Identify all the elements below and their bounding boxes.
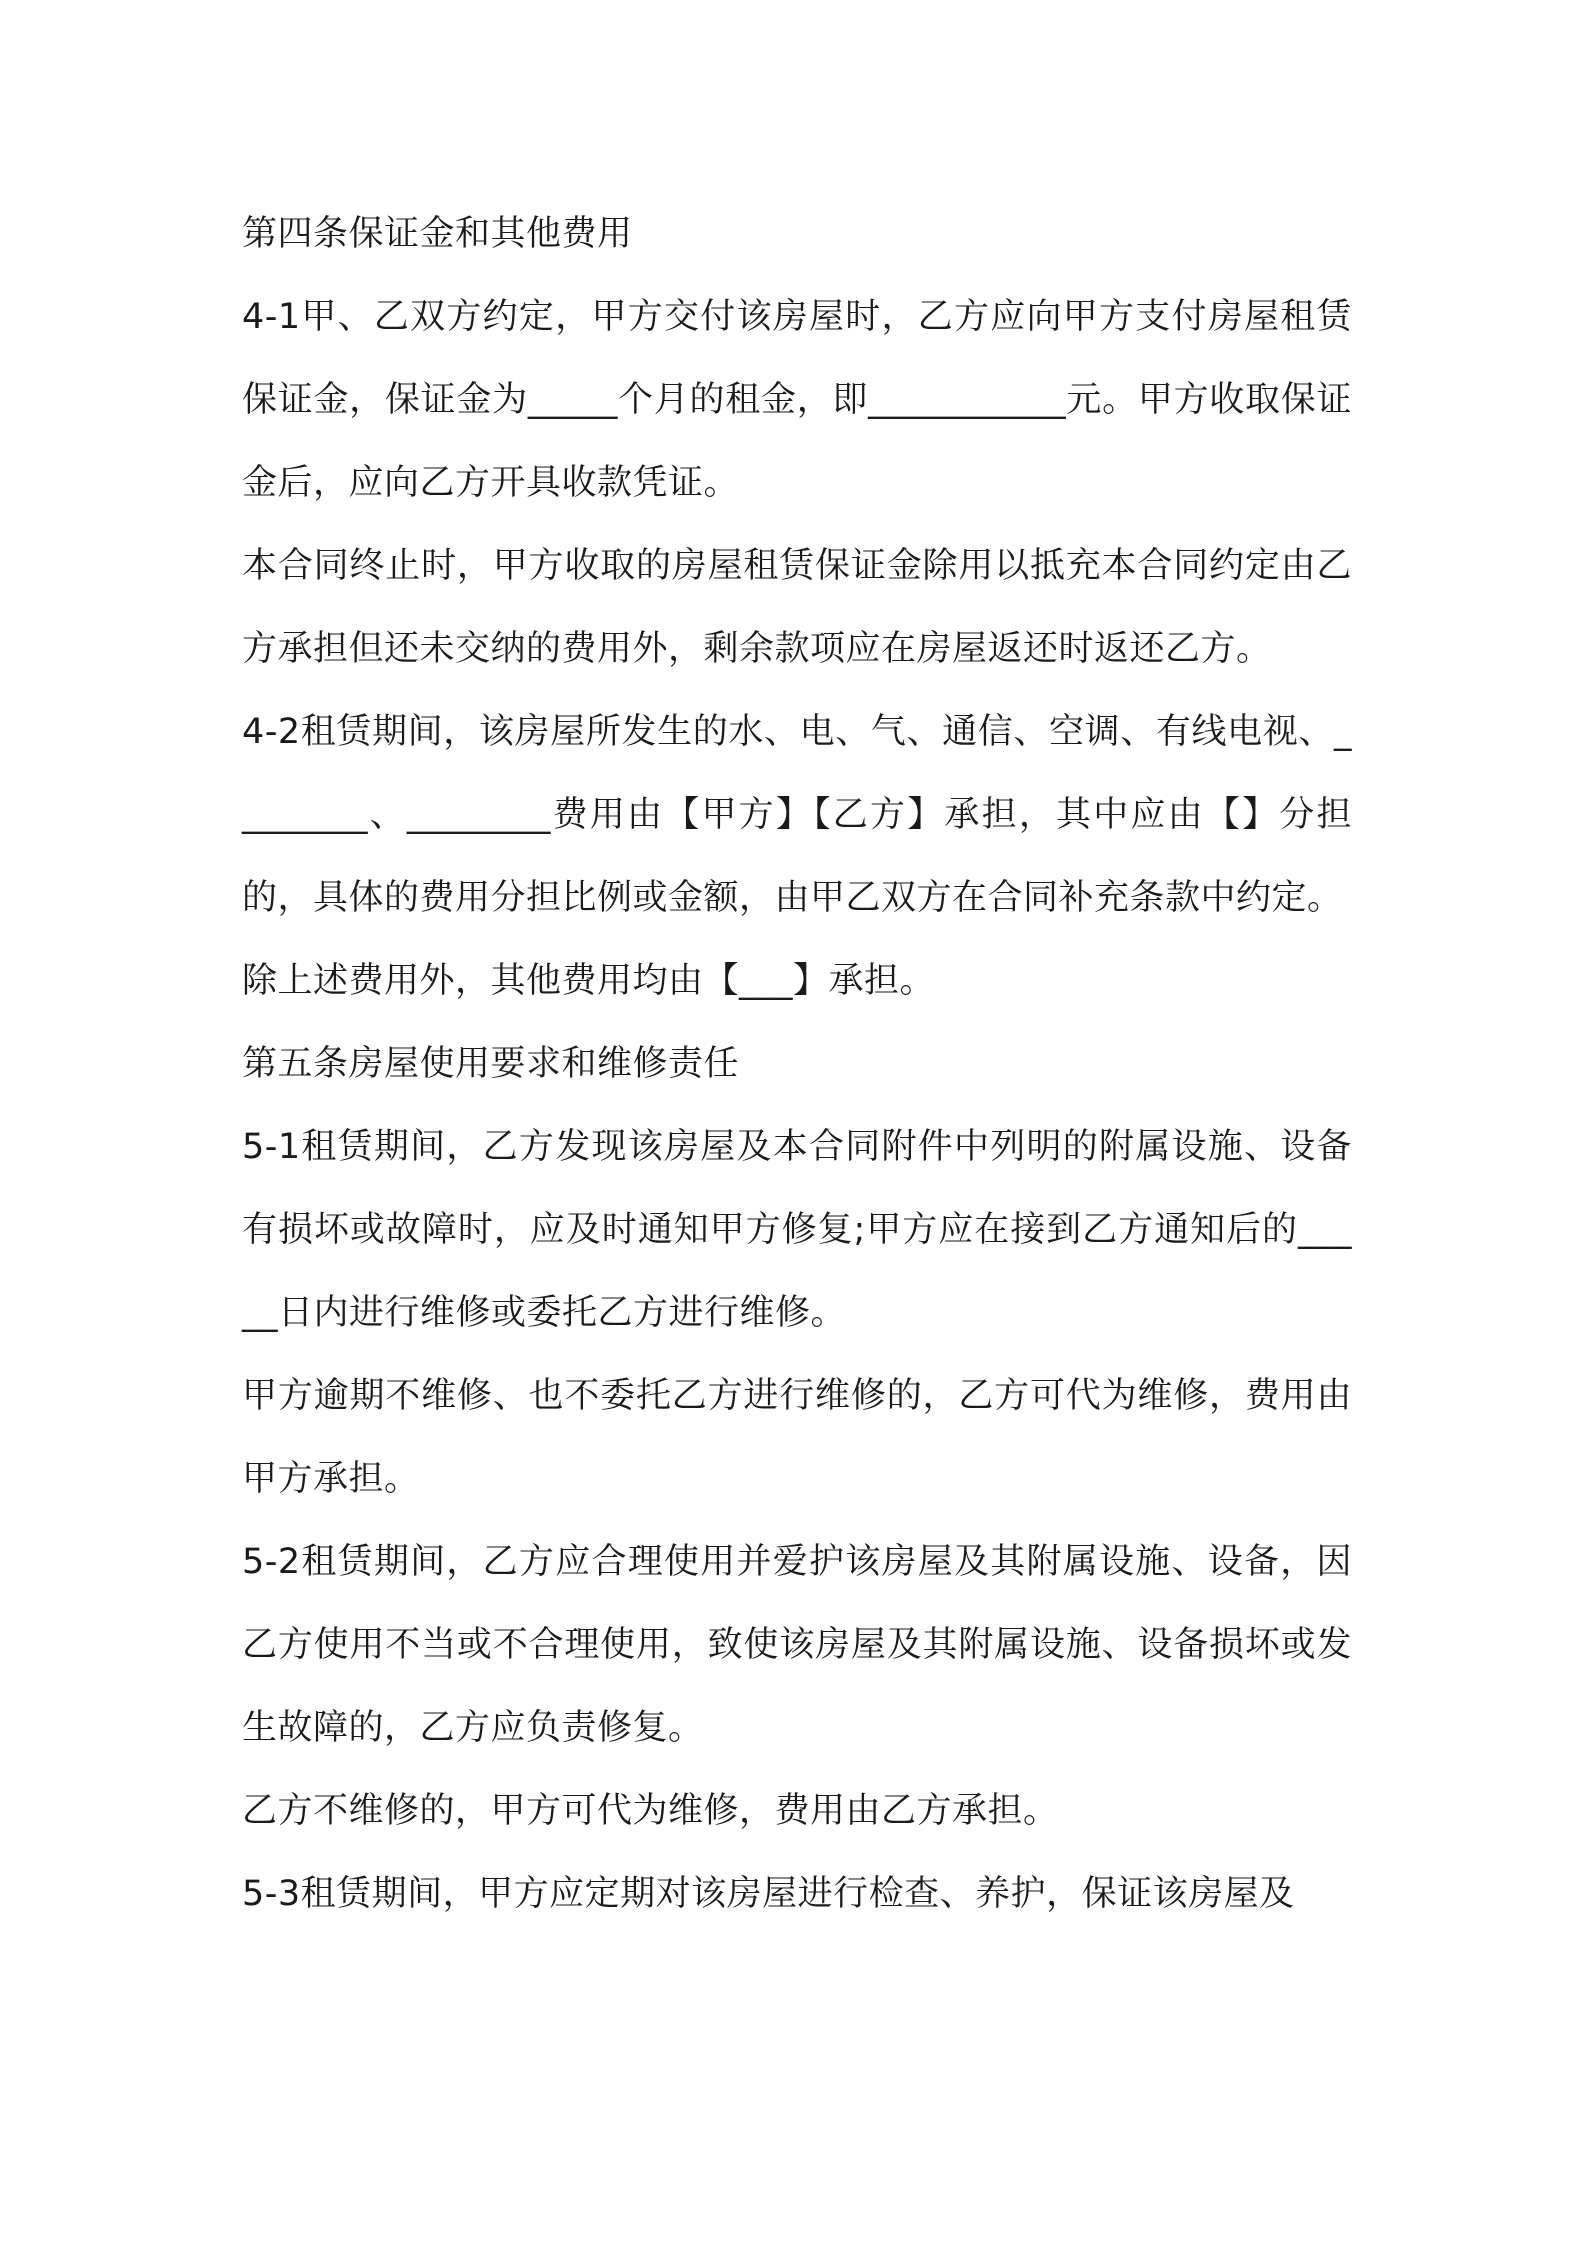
clause-5-2-no-repair: 乙方不维修的，甲方可代为维修，费用由乙方承担。 [242,1791,1059,1831]
clause-5-3: 5-3租赁期间，甲方应定期对该房屋进行检查、养护，保证该房屋及 [242,1874,1295,1914]
clause-5-1-overdue: 甲方逾期不维修、也不委托乙方进行维修的，乙方可代为维修，费用由甲方承担。 [242,1376,1352,1499]
section-heading-article-4: 第四条保证金和其他费用 [242,214,633,254]
clause-4-2-other-fees: 除上述费用外，其他费用均由【___】承担。 [242,961,936,1001]
clause-4-1: 4-1甲、乙双方约定，甲方交付该房屋时，乙方应向甲方支付房屋租赁保证金，保证金为_____个月的租金，即___________元。甲方收取保证金后，应向乙方开具收款凭证。 [242,297,1352,503]
clause-5-2: 5-2租赁期间，乙方应合理使用并爱护该房屋及其附属设施、设备，因乙方使用不当或不合理使用，致使该房屋及其附属设施、设备损坏或发生故障的，乙方应负责修复。 [242,1542,1352,1748]
document-body [242,193,1352,1936]
clause-4-2: 4-2租赁期间，该房屋所发生的水、电、气、通信、空调、有线电视、________、________费用由【甲方】【乙方】承担，其中应由【】分担的，具体的费用分担比例或金额，由甲乙双方在合同补充条款中约定。 [242,712,1352,918]
section-heading-article-5: 第五条房屋使用要求和维修责任 [242,1044,740,1084]
clause-4-1-termination: 本合同终止时，甲方收取的房屋租赁保证金除用以抵充本合同约定由乙方承担但还未交纳的费用外，剩余款项应在房屋返还时返还乙方。 [242,546,1352,669]
clause-5-1: 5-1租赁期间，乙方发现该房屋及本合同附件中列明的附属设施、设备有损坏或故障时，应及时通知甲方修复;甲方应在接到乙方通知后的_____日内进行维修或委托乙方进行维修。 [242,1127,1352,1333]
